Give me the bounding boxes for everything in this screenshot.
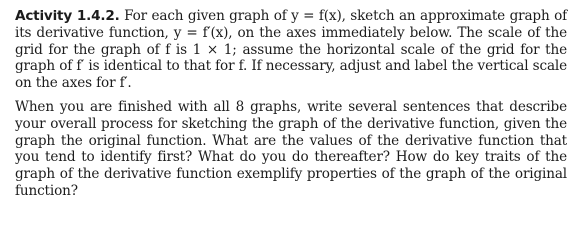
activity-block xyxy=(15,8,567,200)
activity-label: Activity 1.4.2. xyxy=(15,8,120,24)
activity-instructions-text: For each given graph of y = f(x), sketch an approximate graph of its derivative function, y = f′(x), on the axes immediately below. The scale of the grid for the graph of f is 1 × 1; assume the horizontal scale of the grid for the graph of f′ is identical to that for f. If necessary, adjust and label the vertical scale on the axes for f′. xyxy=(15,8,568,92)
activity-reflection-prompt: When you are finished with all 8 graphs, write several sentences that describe your overall process for sketching the graph of the derivative function, given the graph the original function. What are the values of the derivative function that you tend to identify first? What do you do thereafter? How do key traits of the graph of the derivative function exemplify properties of the graph of the original function? xyxy=(15,98,567,199)
activity-instructions xyxy=(15,8,567,92)
